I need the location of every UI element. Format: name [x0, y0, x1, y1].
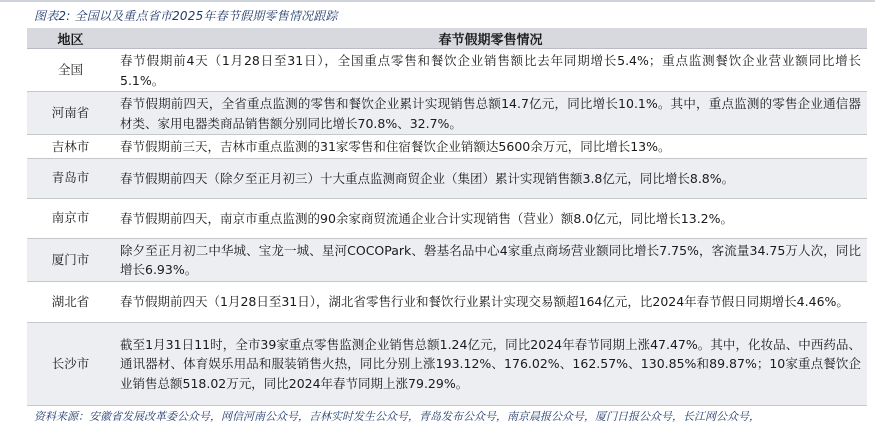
description-cell: 春节假期前四天，全省重点监测的零售和餐饮企业累计实现销售总额14.7亿元，同比增长10.1%。其中，重点监测的零售企业通信器材类、家用电器类商品销售额分别同比增长70.8%、32.7%。	[114, 92, 867, 135]
region-cell: 吉林市	[27, 135, 114, 159]
description-cell: 春节假期前4天（1月28日至31日），全国重点零售和餐饮企业销售额比去年同期增长5.4%；重点监测餐饮企业营业额同比增长5.1%。	[114, 49, 867, 92]
table-row	[27, 135, 867, 159]
description-cell: 截至1月31日11时，全市39家重点零售监测企业销售总额1.24亿元，同比2024年春节同期上涨47.47%。其中，化妆品、中西药品、通讯器材、体育娱乐用品和服装销售火热，同比分别上涨193.12%、176.02%、162.57%、130.85%和89.87%；10家重点餐饮企业销售总额518.02万元，同比2024年春节同期上涨79.29%。	[114, 322, 867, 405]
region-cell: 厦门市	[27, 238, 114, 281]
header-region: 地区	[27, 28, 114, 49]
source-divider	[27, 405, 867, 406]
figure-caption: 图表2: 全国以及重点省市2025年春节假期零售情况跟踪	[34, 9, 338, 23]
region-cell: 湖北省	[27, 281, 114, 322]
region-cell: 青岛市	[27, 158, 114, 198]
region-cell: 河南省	[27, 92, 114, 135]
retail-table	[27, 28, 867, 406]
description-cell: 春节假期前四天（除夕至正月初三）十大重点监测商贸企业（集团）累计实现销售额3.8亿元，同比增长8.8%。	[114, 158, 867, 198]
table-row	[27, 158, 867, 198]
region-cell: 全国	[27, 49, 114, 92]
table-row	[27, 198, 867, 238]
description-cell: 春节假期前四天，南京市重点监测的90余家商贸流通企业合计实现销售（营业）额8.0亿元，同比增长13.2%。	[114, 198, 867, 238]
table-row	[27, 49, 867, 92]
table-row	[27, 281, 867, 322]
table-row	[27, 322, 867, 405]
source-note: 资料来源：安徽省发展改革委公众号，网信河南公众号，吉林实时发生公众号，青岛发布公众号，南京晨报公众号，厦门日报公众号，长江网公众号，	[34, 410, 760, 423]
table-row	[27, 238, 867, 281]
table-header-row	[27, 28, 867, 49]
description-cell: 除夕至正月初二中华城、宝龙一城、星河COCOPark、磐基名品中心4家重点商场营业额同比增长7.75%，客流量34.75万人次，同比增长6.93%。	[114, 238, 867, 281]
table-row	[27, 92, 867, 135]
region-cell: 长沙市	[27, 322, 114, 405]
description-cell: 春节假期前四天（1月28日至31日），湖北省零售行业和餐饮行业累计实现交易额超164亿元，比2024年春节假日同期增长4.46%。	[114, 281, 867, 322]
top-rule	[0, 0, 875, 2]
region-cell: 南京市	[27, 198, 114, 238]
header-retail: 春节假期零售情况	[114, 28, 867, 49]
description-cell: 春节假期前三天，吉林市重点监测的31家零售和住宿餐饮企业销额达5600余万元，同比增长13%。	[114, 135, 867, 159]
